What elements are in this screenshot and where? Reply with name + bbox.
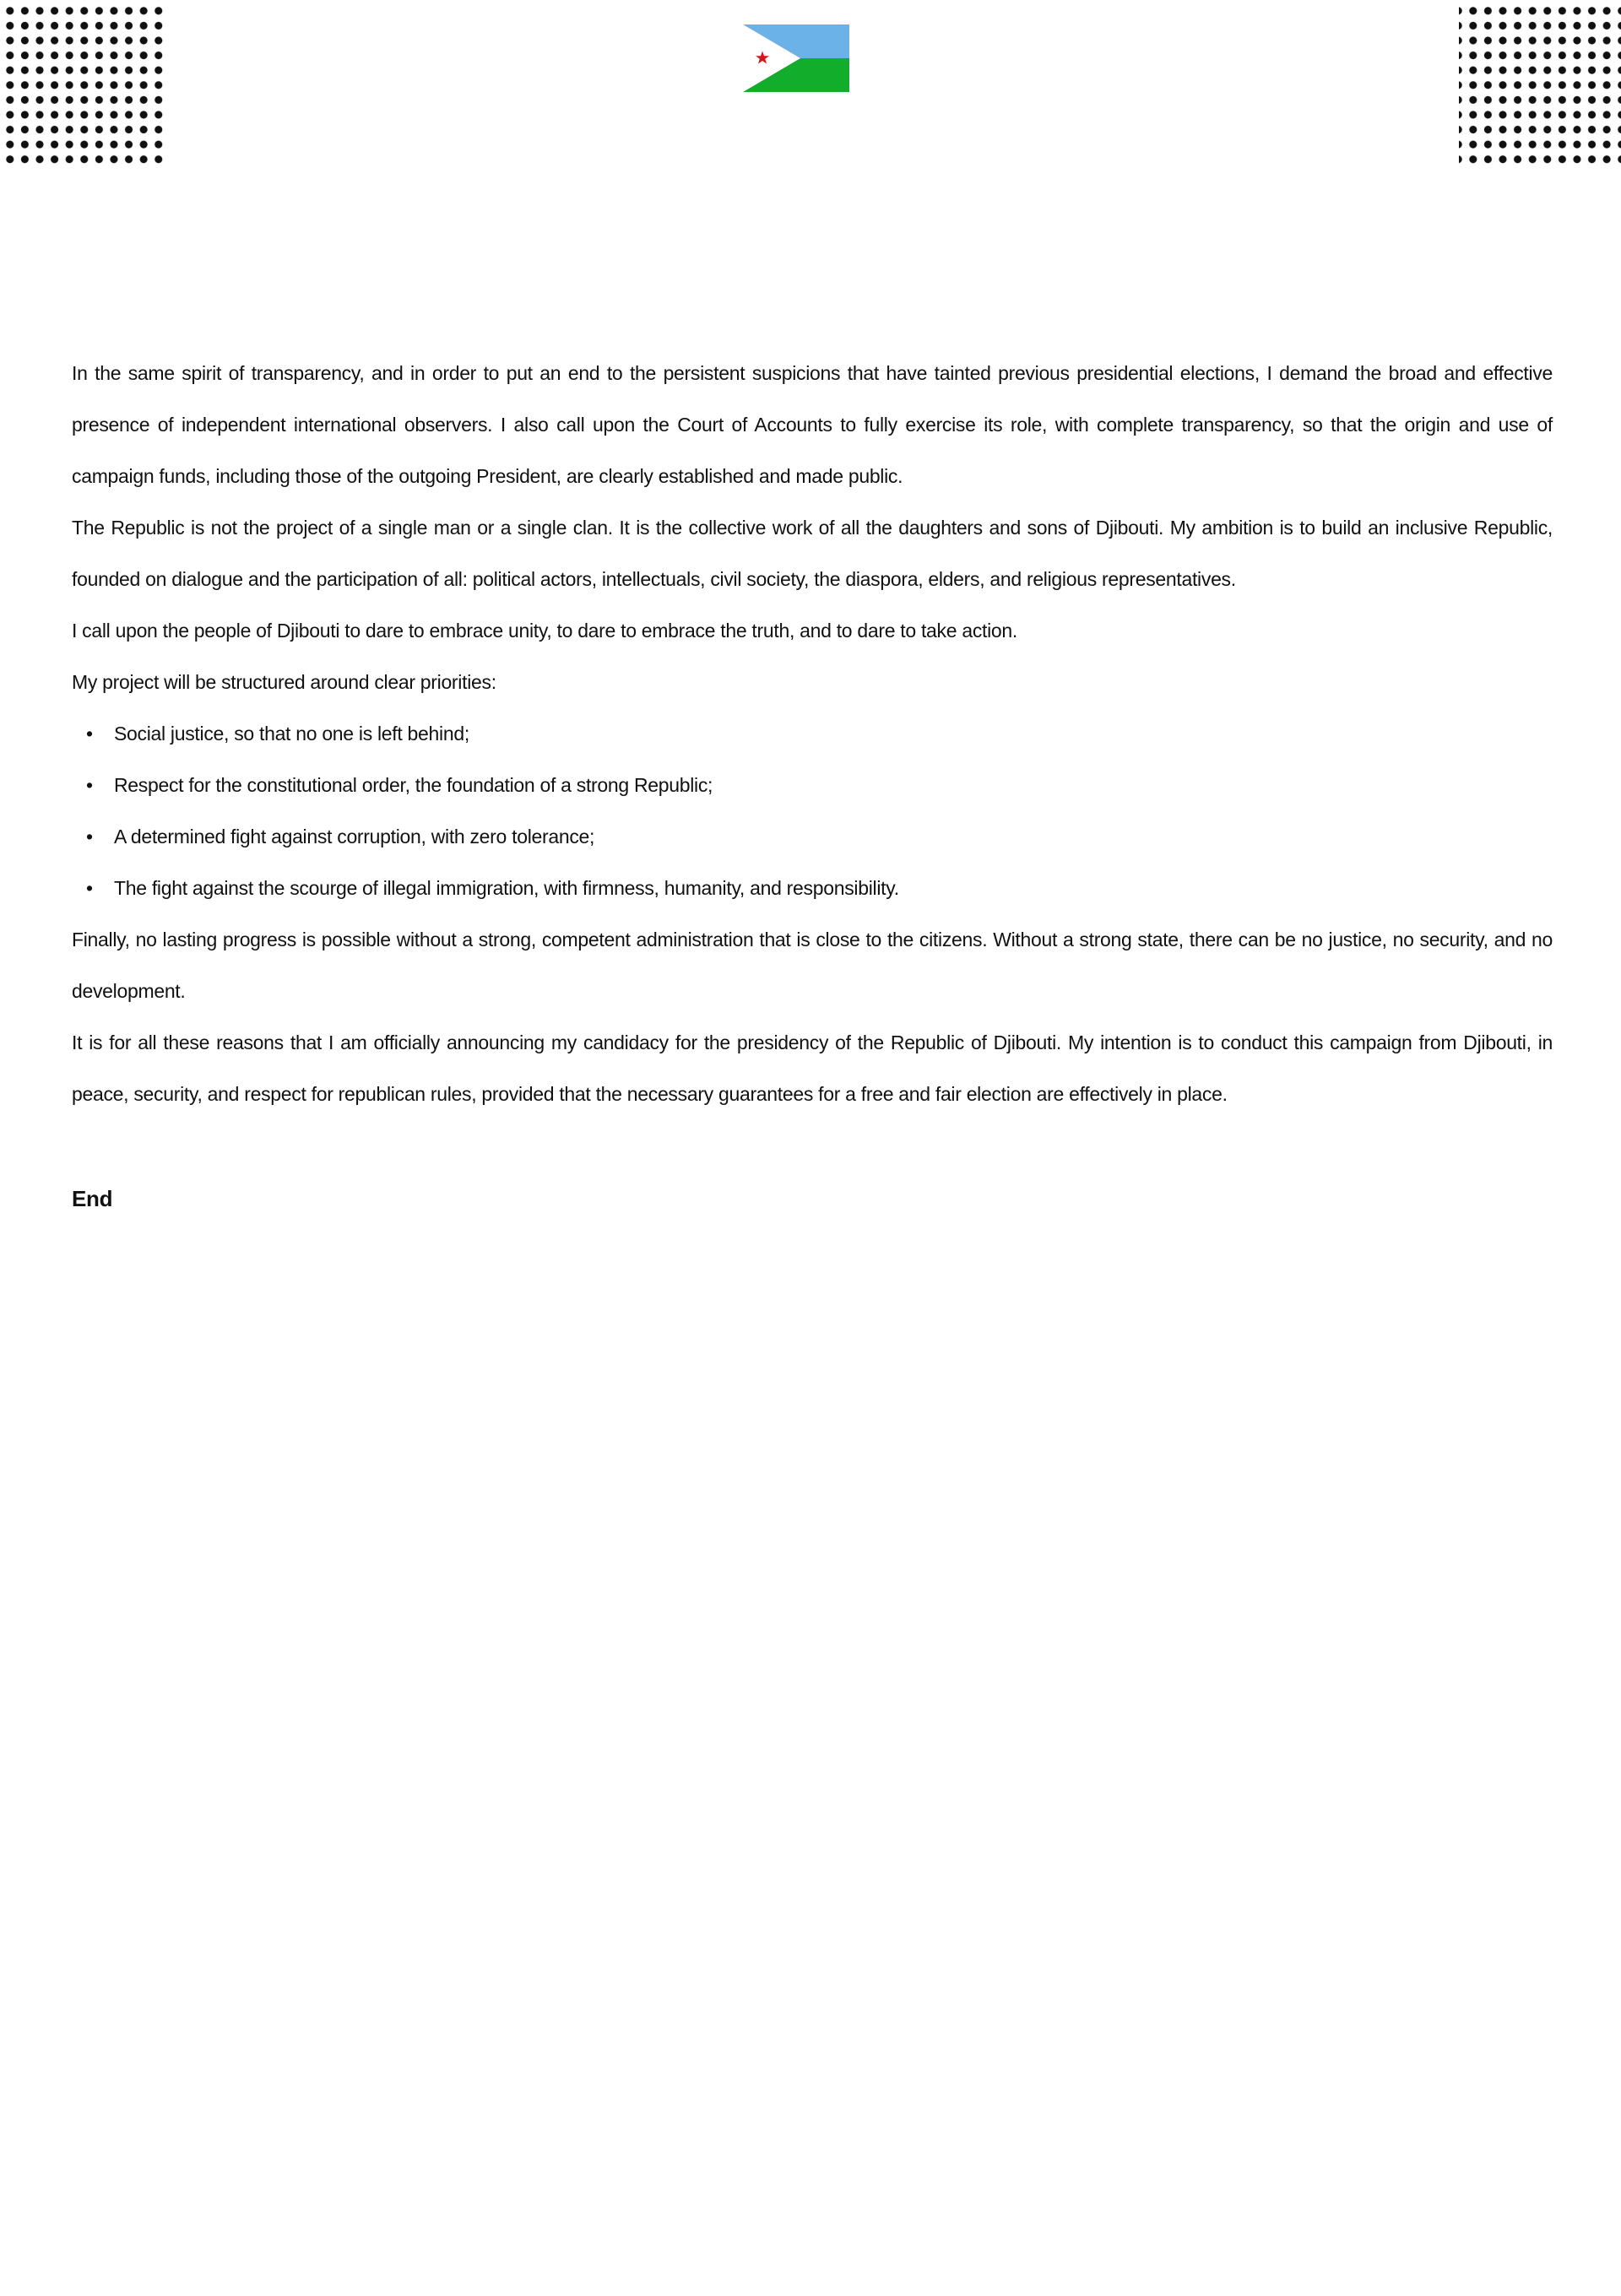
list-item-text: A determined fight against corruption, with zero tolerance; (114, 826, 595, 847)
list-item (72, 760, 1553, 811)
djibouti-flag-icon (743, 24, 849, 92)
paragraph-candidacy: It is for all these reasons that I am officially announcing my candidacy for the presidency of the Republic of Djibouti. My intention is to conduct this campaign from Djibouti, in peace, security, and respect for republican rules, provided that the necessary guarantees for a free and fair election are effectively in place. (72, 1032, 1553, 1105)
letter-body (72, 348, 1553, 1225)
list-item (72, 811, 1553, 863)
dot-pattern-right (1459, 0, 1621, 165)
end-label: End (72, 1186, 113, 1211)
priorities-list (72, 708, 1553, 914)
list-item-text: Social justice, so that no one is left behind; (114, 723, 469, 745)
bullet-icon: • (86, 826, 93, 847)
paragraph-priorities-intro: My project will be structured around clear priorities: (72, 671, 496, 693)
list-item (72, 708, 1553, 760)
bullet-icon: • (86, 774, 93, 796)
list-item (72, 863, 1553, 914)
paragraph-republic: The Republic is not the project of a single man or a single clan. It is the collective work of all the daughters and sons of Djibouti. My ambition is to build an inclusive Republic, founded on dialogue and the participation of all: political actors, intellectuals, civil society, the diaspora, elders, and religious representatives. (72, 517, 1553, 590)
list-item-text: Respect for the constitutional order, the foundation of a strong Republic; (114, 774, 713, 796)
paragraph-administration: Finally, no lasting progress is possible without a strong, competent administration that is close to the citizens. Without a strong state, there can be no justice, no security, and no development. (72, 929, 1553, 1002)
list-item-text: The fight against the scourge of illegal immigration, with firmness, humanity, and responsibility. (114, 877, 899, 899)
paragraph-call-to-action: I call upon the people of Djibouti to dare to embrace unity, to dare to embrace the truth, and to dare to take action. (72, 620, 1017, 642)
bullet-icon: • (86, 877, 93, 899)
dot-pattern-left (0, 0, 165, 165)
bullet-icon: • (86, 723, 93, 745)
paragraph-observers: In the same spirit of transparency, and in order to put an end to the persistent suspicions that have tainted previous presidential elections, I demand the broad and effective presence of independent international observers. I also call upon the Court of Accounts to fully exercise its role, with complete transparency, so that the origin and use of campaign funds, including those of the outgoing President, are clearly established and made public. (72, 362, 1553, 487)
